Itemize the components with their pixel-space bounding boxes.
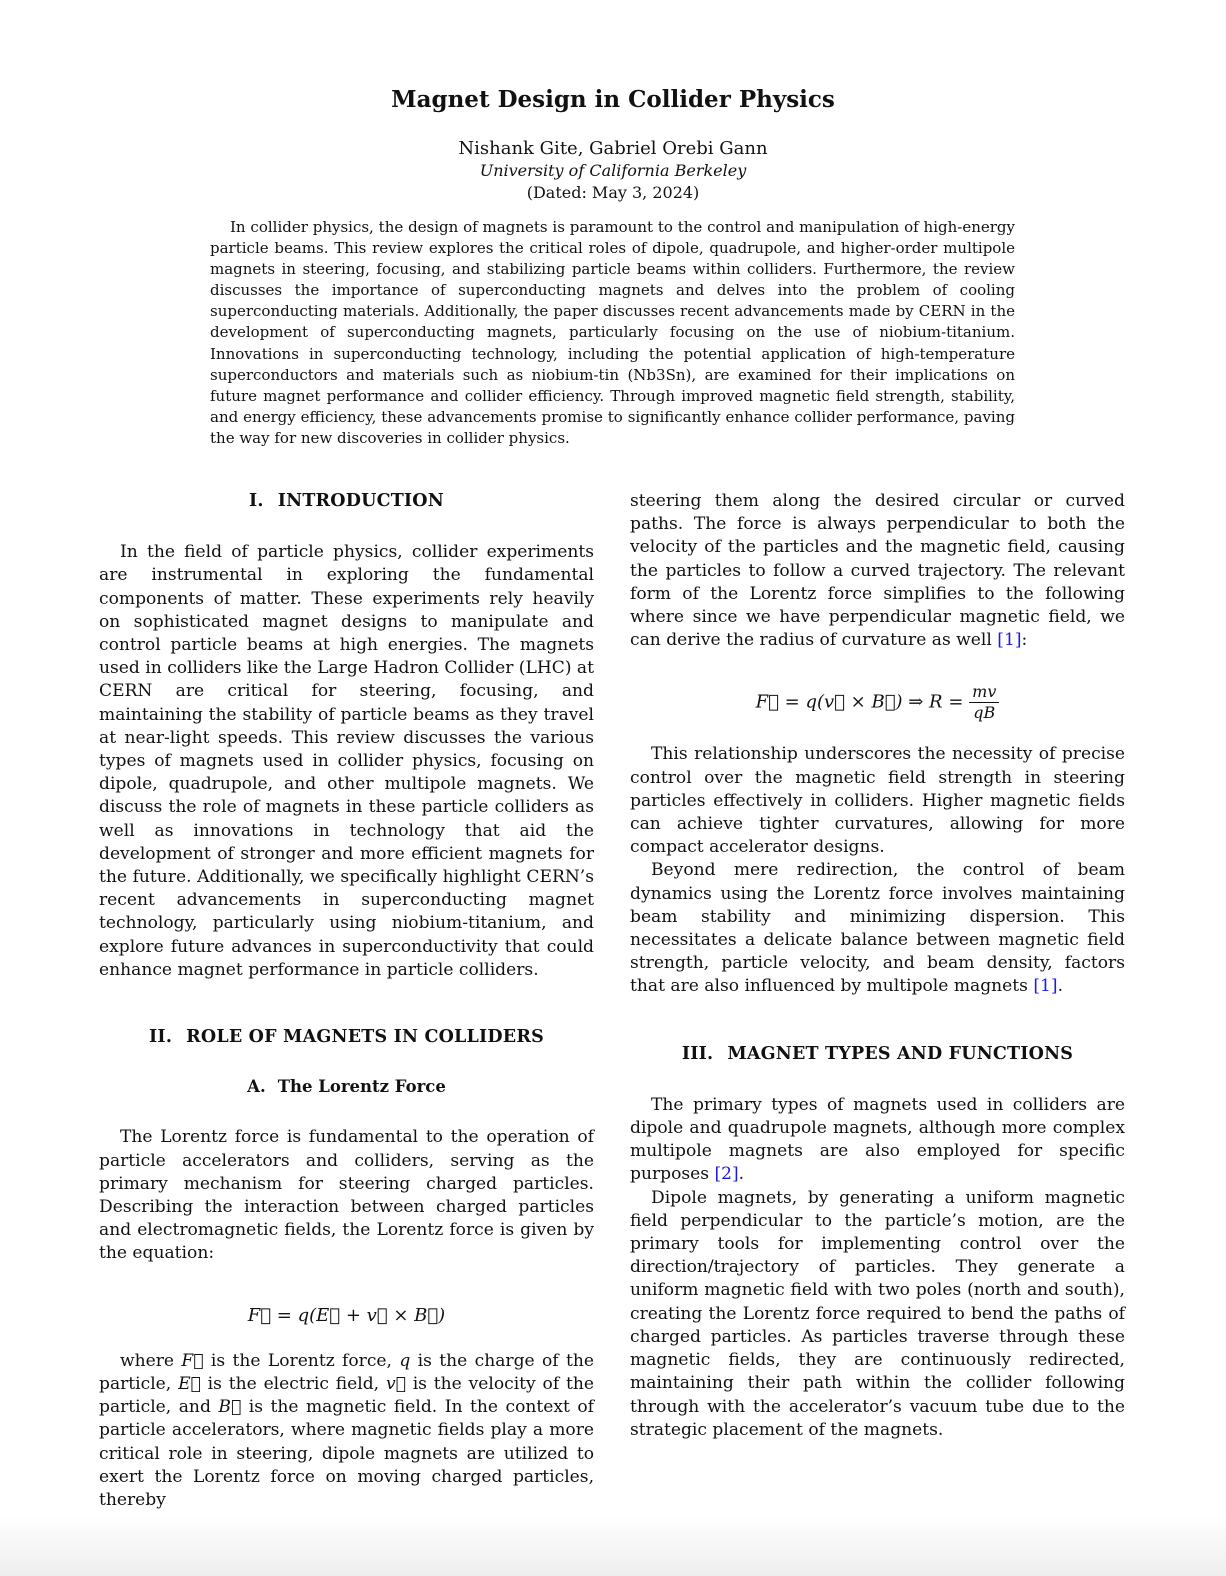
section-number: III. [681, 1043, 714, 1064]
section-number: I. [249, 491, 264, 511]
fraction [969, 682, 999, 723]
text-span: is the magnetic field. In the context of particle accelerators, where magnetic fields play a more critical role in steering, dipole magnets are utilized to exert the Lorentz force on moving charged particles, thereby [99, 1397, 594, 1510]
symbol-q: q [399, 1350, 411, 1371]
text-span: is the charge of the particle, [99, 1350, 594, 1394]
citation-link[interactable]: [1] [1033, 976, 1058, 997]
lorentz-paragraph-4 [630, 859, 1125, 998]
text-span: steering them along the desired circular or curved paths. The force is always perpendicular to both the velocity of the particles and the magnetic field, causing the particles to follow a curved trajectory. The relevant form of the Lorentz force simplifies to the following where since we have perpendicular magnetic field, we can derive the radius of curvature as well [630, 491, 1125, 651]
right-column [630, 490, 1125, 1442]
text-span: . [738, 1164, 745, 1185]
lorentz-paragraph-2-continued [630, 490, 1125, 652]
section-number: II. [149, 1027, 173, 1048]
denominator: qB [973, 703, 996, 723]
text-span: . [1057, 976, 1064, 997]
text-span: is the electric field, [200, 1373, 386, 1394]
section-heading-role-of-magnets [99, 1026, 594, 1049]
author-block [0, 138, 1226, 204]
text-span: is the velocity of the particle, and [99, 1373, 594, 1418]
citation-link[interactable]: [2] [714, 1164, 739, 1185]
text-span: Beyond mere redirection, the control of beam dynamics using the Lorentz force involves maintaining beam stability and minimizing dispersion. This necessitates a delicate balance between magnetic field strength, particle velocity, and beam density, factors that are also influenced by multipole magnets [630, 860, 1125, 997]
page-bottom-shade [0, 1516, 1226, 1576]
symbol-F: F⃗ [181, 1350, 204, 1371]
text-span: where [120, 1350, 182, 1371]
numerator: mv [969, 682, 999, 703]
lorentz-paragraph-1: The Lorentz force is fundamental to the operation of particle accelerators and colliders, serving as the primary mechanism for steering charged particles. Describing the interaction between charged particles and electromagnetic fields, the Lorentz force is given by the equation: [99, 1127, 594, 1264]
paper-title: Magnet Design in Collider Physics [391, 86, 835, 113]
section-heading-introduction [99, 490, 594, 513]
lorentz-paragraph-2-start [99, 1350, 594, 1512]
subsection-heading-lorentz-force [99, 1075, 594, 1098]
section-title: INTRODUCTION [277, 491, 444, 511]
symbol-v: v⃗ [385, 1373, 406, 1394]
lorentz-paragraph-3: This relationship underscores the necessity of precise control over the magnetic field strength in steering particles effectively in colliders. Higher magnetic fields can achieve tighter curvatures, allowing for more compact accelerator designs. [630, 744, 1125, 858]
text-span: The primary types of magnets used in colliders are dipole and quadrupole magnets, although more complex multipole magnets are also employed for specific purposes [630, 1094, 1125, 1185]
affiliation: University of California Berkeley [479, 161, 747, 180]
text-span: is the Lorentz force, [203, 1350, 400, 1371]
equation-radius-of-curvature [630, 682, 1125, 723]
subsection-number: A. [247, 1077, 266, 1097]
subsection-title: The Lorentz Force [277, 1077, 446, 1097]
types-paragraph-2: Dipole magnets, by generating a uniform magnetic field perpendicular to the particle’s motion, are the primary tools for implementing control over the direction/trajectory of particles. They generate a uniform magnetic field with two poles (north and south), creating the Lorentz force required to bend the paths of charged particles. As particles traverse through these magnetic fields, they are continuously redirected, maintaining their path within the collider following through with the accelerator’s vacuum tube due to the strategic placement of the magnets. [630, 1187, 1125, 1440]
section-heading-magnet-types [630, 1043, 1125, 1066]
abstract: In collider physics, the design of magnets is paramount to the control and manipulation of high-energy particle beams. This review explores the critical roles of dipole, quadrupole, and higher-order multipole magnets in steering, focusing, and stabilizing particle beams within colliders. Furthermore, the review discusses the importance of superconducting magnets and delves into the problem of cooling superconducting materials. Additionally, the paper discusses recent advancements made by CERN in the development of superconducting magnets, particularly focusing on the use of niobium-titanium. Innovations in superconducting technology, including the potential application of high-temperature superconductors and materials such as niobium-tin (Nb3Sn), are examined for their implications on future magnet performance and collider efficiency. Through improved magnetic field strength, stability, and energy efficiency, these advancements promise to significantly enhance collider performance, paving the way for new discoveries in collider physics. [210, 218, 1015, 447]
text-span: : [1021, 630, 1028, 651]
equation-lorentz-force: F⃗ = q(E⃗ + v⃗ × B⃗) [247, 1304, 446, 1326]
left-column [99, 490, 594, 1512]
authors: Nishank Gite, Gabriel Orebi Gann [458, 138, 768, 159]
citation-link[interactable]: [1] [997, 630, 1022, 651]
symbol-B: B⃗ [218, 1397, 242, 1418]
dated: (Dated: May 3, 2024) [526, 183, 700, 202]
intro-paragraph: In the field of particle physics, collider experiments are instrumental in exploring the fundamental components of matter. These experiments rely heavily on sophisticated magnet designs to manipulate and control particle beams at high energies. The magnets used in colliders like the Large Hadron Collider (LHC) at CERN are critical for steering, focusing, and maintaining the stability of particle beams as they travel at near-light speeds. This review discusses the various types of magnets used in collider physics, focusing on dipole, quadrupole, and other multipole magnets. We discuss the role of magnets in these particle colliders as well as innovations in technology that aid the development of stronger and more efficient magnets for the future. Additionally, we specifically highlight CERN’s recent advancements in superconducting magnet technology, particularly using niobium-titanium, and explore future advances in superconductivity that could enhance magnet performance in particle colliders. [99, 542, 594, 980]
types-paragraph-1 [630, 1094, 1125, 1187]
section-title: MAGNET TYPES AND FUNCTIONS [727, 1043, 1074, 1064]
equation-lhs: F⃗ = q(v⃗ × B⃗) ⇒ R = [755, 691, 964, 713]
section-title: ROLE OF MAGNETS IN COLLIDERS [186, 1027, 544, 1048]
symbol-E: E⃗ [178, 1373, 201, 1394]
